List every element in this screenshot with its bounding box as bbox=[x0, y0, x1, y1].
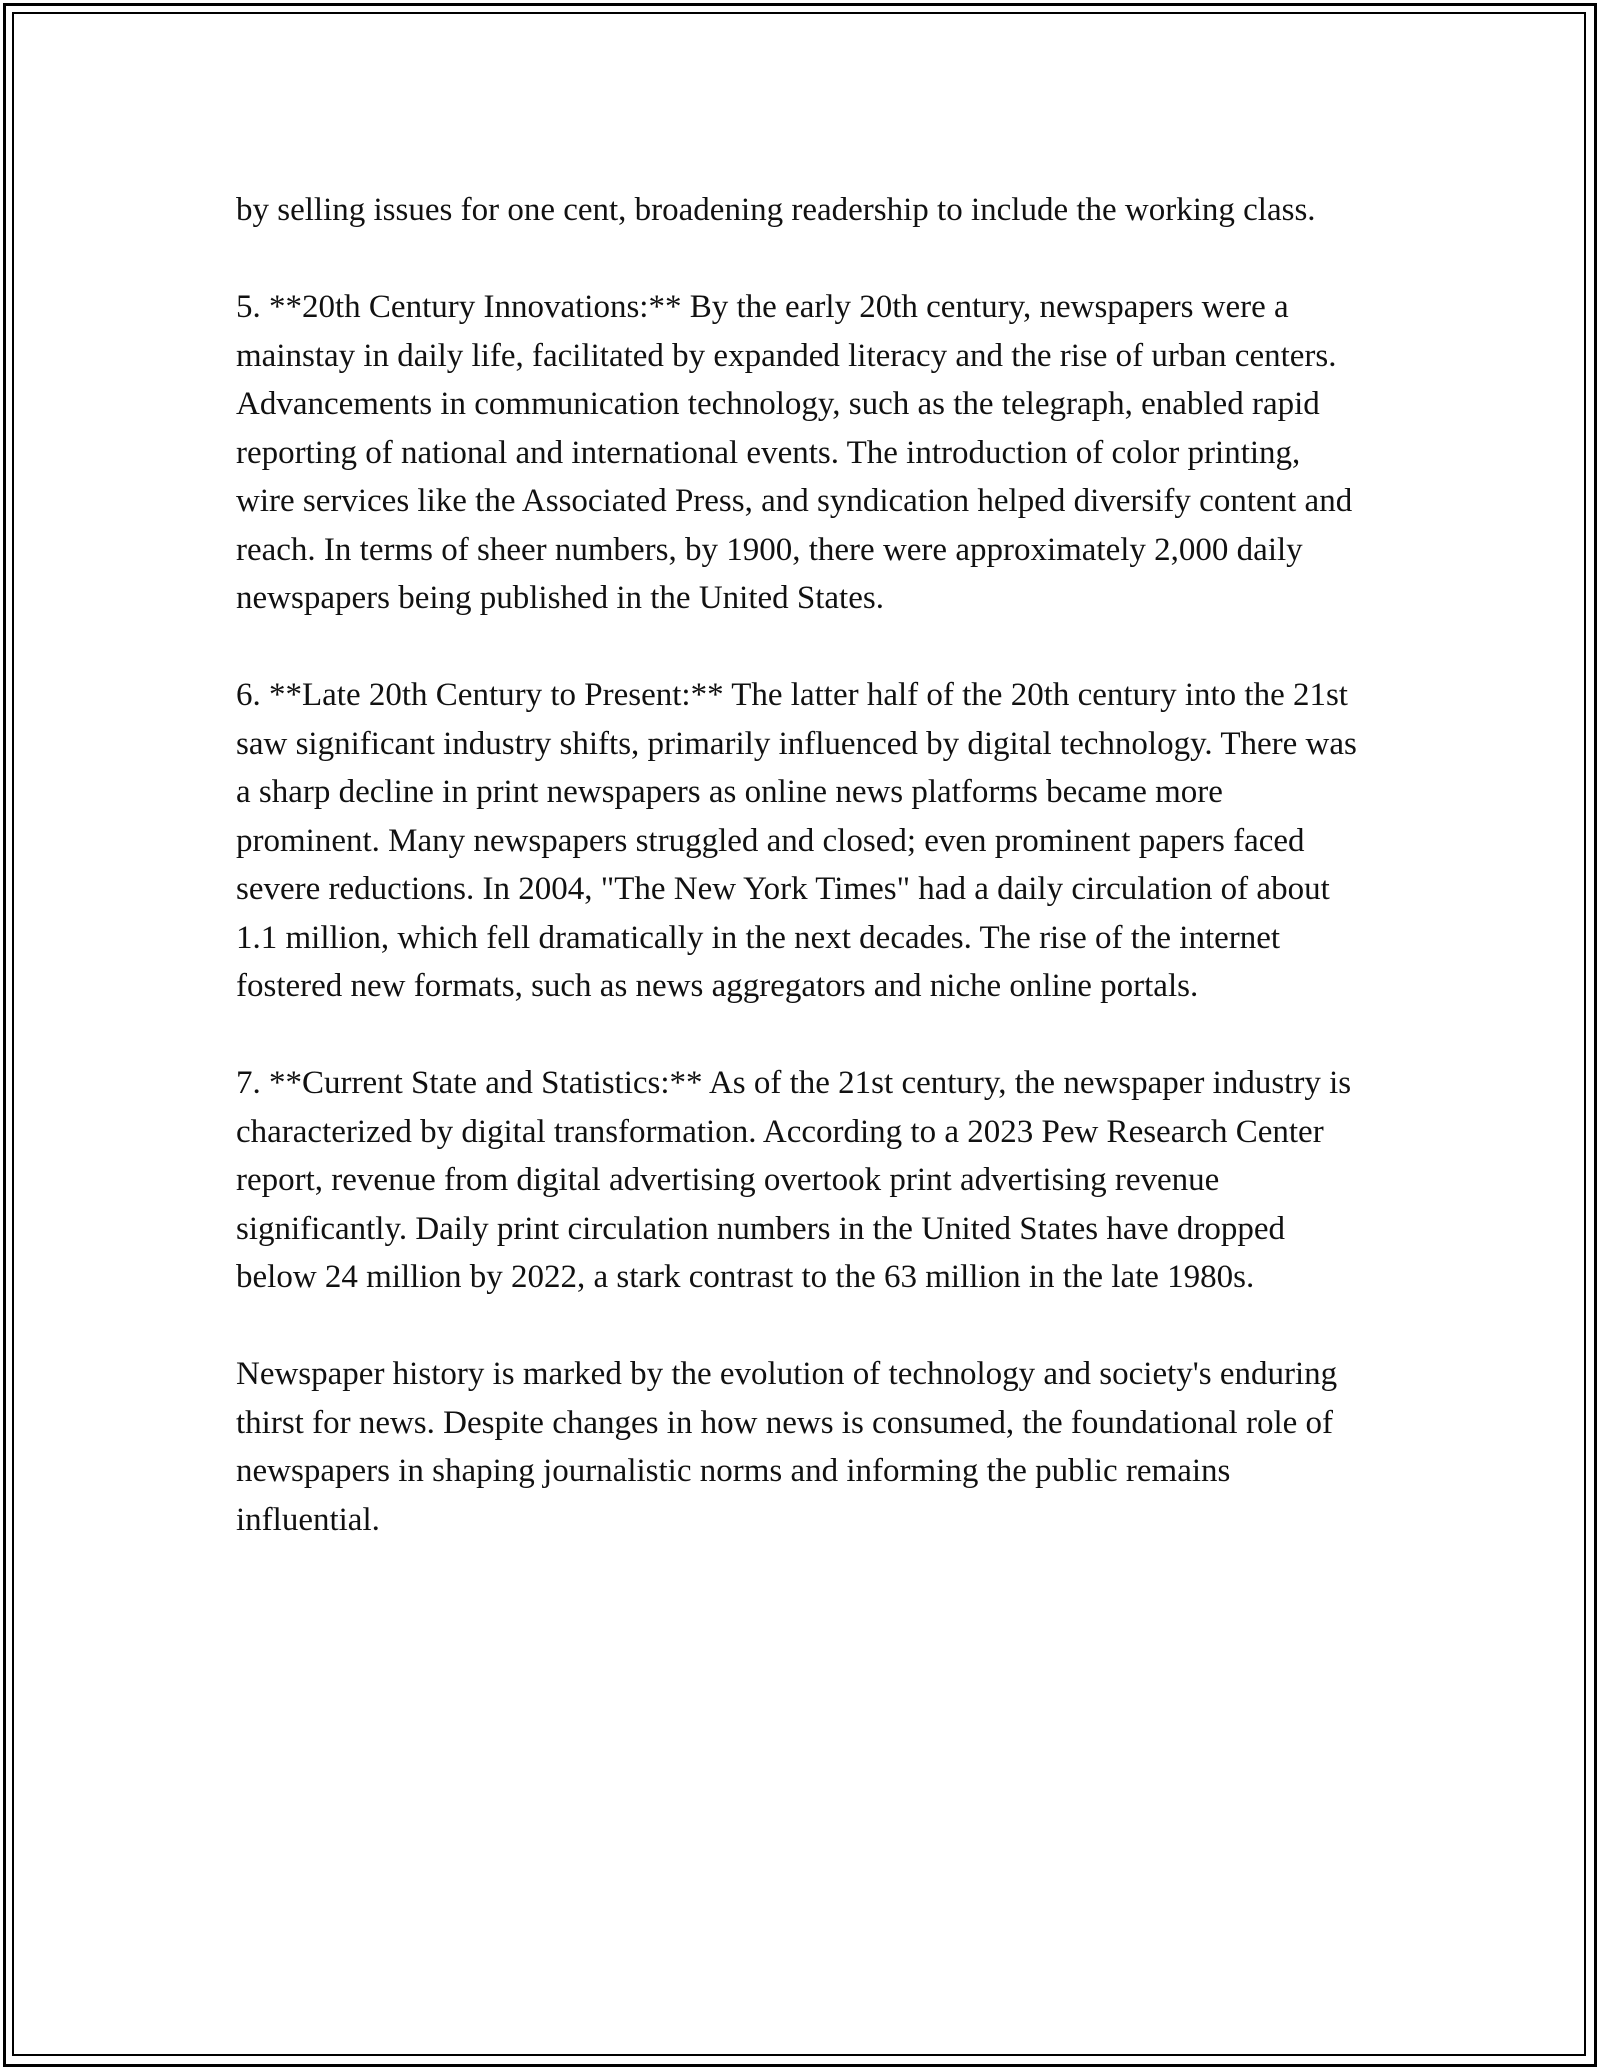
paragraph-late-20th-century-to-present: 6. **Late 20th Century to Present:** The latter half of the 20th century into the 21st saw significant industry shifts, primarily influenced by digital technology. There was a sharp decline in print newspapers as online news platforms became more prominent. Many newspapers struggled and closed; even prominent papers faced severe reductions. In 2004, "The New York Times" had a daily circulation of about 1.1 million, which fell dramatically in the next decades. The rise of the internet fostered new formats, such as news aggregators and niche online portals. bbox=[236, 677, 1357, 1004]
paragraph-conclusion: Newspaper history is marked by the evolution of technology and society's enduring thirst for news. Despite changes in how news is consumed, the foundational role of newspapers in shaping journalistic norms and informing the public remains influential. bbox=[236, 1356, 1338, 1538]
paragraph-20th-century-innovations: 5. **20th Century Innovations:** By the early 20th century, newspapers were a mainstay in daily life, facilitated by expanded literacy and the rise of urban centers. Advancements in communication technology, such as the telegraph, enabled rapid reporting of national and international events. The introduction of color printing, wire services like the Associated Press, and syndication helped diversify content and reach. In terms of sheer numbers, by 1900, there were approximately 2,000 daily newspapers being published in the United States. bbox=[236, 289, 1353, 616]
document-body bbox=[236, 186, 1366, 1593]
paragraph-continuation: by selling issues for one cent, broadening readership to include the working class. bbox=[236, 192, 1316, 228]
paragraph-current-state-and-statistics: 7. **Current State and Statistics:** As of the 21st century, the newspaper industry is characterized by digital transformation. According to a 2023 Pew Research Center report, revenue from digital advertising overtook print advertising revenue significantly. Daily print circulation numbers in the United States have dropped below 24 million by 2022, a stark contrast to the 63 million in the late 1980s. bbox=[236, 1065, 1352, 1295]
